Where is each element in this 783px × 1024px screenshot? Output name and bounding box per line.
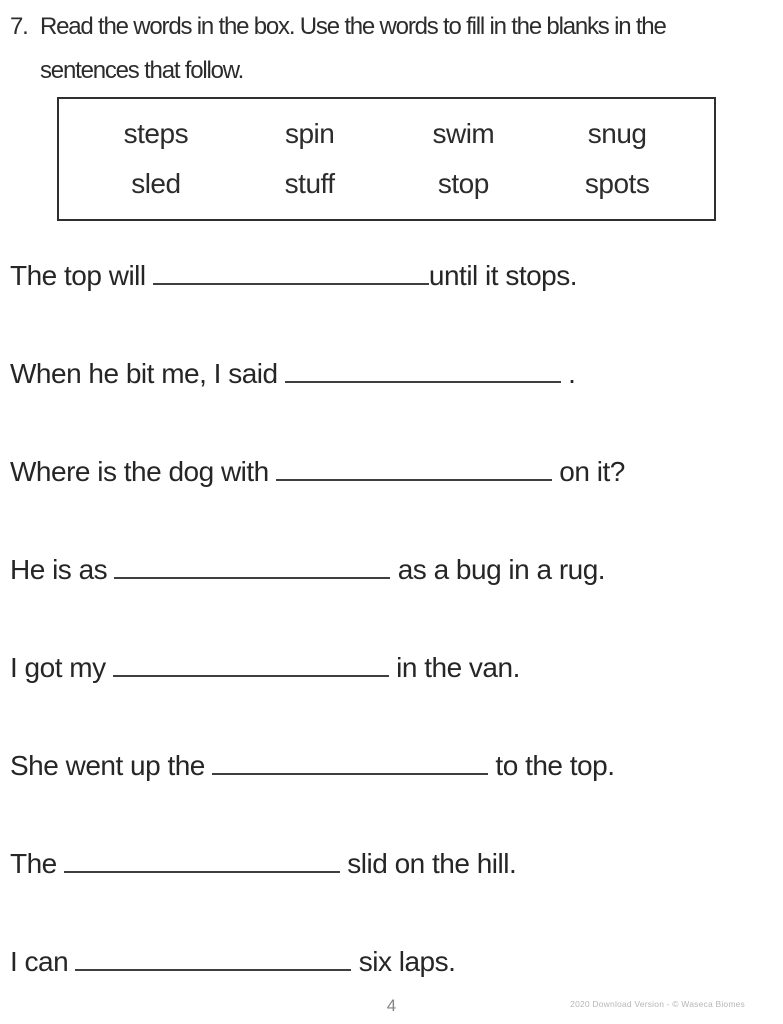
fill-in-blank: [153, 261, 429, 285]
sentence-4: [10, 553, 773, 587]
instructions: [40, 5, 666, 93]
word-bank-word: spots: [584, 168, 650, 199]
sentence-text-before: The: [10, 848, 65, 879]
sentence-text-after: on it?: [552, 456, 625, 487]
word-bank-word: sled: [131, 168, 181, 199]
sentence-list: [10, 259, 773, 979]
fill-in-blank: [285, 359, 561, 383]
sentence-text-before: I can: [10, 946, 76, 977]
sentence-text-after: to the top.: [488, 750, 615, 781]
footer-credit: 2020 Download Version - © Waseca Biomes: [570, 999, 745, 1009]
sentence-7: [10, 847, 773, 881]
sentence-text-after: until it stops.: [428, 260, 578, 291]
word-bank-word: steps: [123, 118, 189, 149]
sentence-text-before: He is as: [10, 554, 115, 585]
word-bank-word: stop: [437, 168, 489, 199]
question-heading: [10, 5, 773, 93]
word-bank-word: stuff: [284, 168, 335, 199]
sentence-8: [10, 945, 773, 979]
sentence-text-before: When he bit me, I said: [10, 358, 285, 389]
sentence-text-after: six laps.: [351, 946, 456, 977]
word-bank-word: spin: [284, 118, 335, 149]
instructions-line-1: Read the words in the box. Use the words to fill in the blanks in the: [40, 13, 666, 40]
sentence-text-before: The top will: [10, 260, 153, 291]
word-bank-box: [57, 97, 716, 221]
fill-in-blank: [114, 555, 390, 579]
fill-in-blank: [113, 653, 389, 677]
sentence-6: [10, 749, 773, 783]
sentence-2: [10, 357, 773, 391]
fill-in-blank: [75, 947, 351, 971]
sentence-text-before: Where is the dog with: [10, 456, 277, 487]
instructions-line-2: sentences that follow.: [40, 57, 244, 84]
sentence-text-after: in the van.: [388, 652, 520, 683]
sentence-text-after: as a bug in a rug.: [390, 554, 606, 585]
word-bank-row: [79, 159, 694, 209]
sentence-5: [10, 651, 773, 685]
word-bank-word: snug: [587, 118, 647, 149]
word-bank-word: swim: [432, 118, 495, 149]
sentence-3: [10, 455, 773, 489]
fill-in-blank: [276, 457, 552, 481]
sentence-text-after: slid on the hill.: [340, 848, 517, 879]
fill-in-blank: [212, 751, 488, 775]
question-number: 7.: [10, 13, 28, 40]
page-number: 4: [386, 996, 397, 1015]
sentence-text-after: .: [560, 358, 576, 389]
fill-in-blank: [64, 849, 340, 873]
word-bank-row: [79, 109, 694, 159]
sentence-1: [10, 259, 773, 293]
sentence-text-before: She went up the: [10, 750, 213, 781]
sentence-text-before: I got my: [10, 652, 113, 683]
